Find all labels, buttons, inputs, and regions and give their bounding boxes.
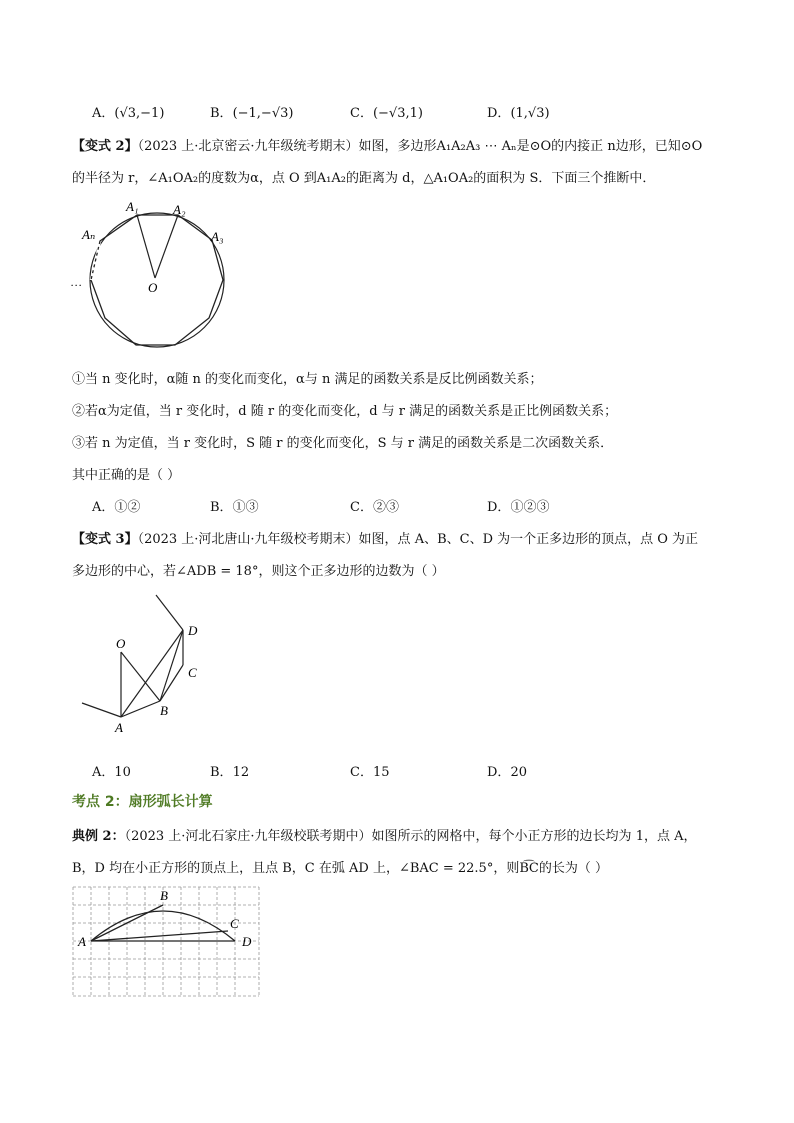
example-label-a: A: [78, 934, 86, 949]
v3-label-a: A: [115, 720, 123, 735]
v3-edge-top: [156, 595, 183, 630]
v2-item-2: ②若α为定值，当 r 变化时，d 随 r 的变化而变化，d 与 r 满足的函数关系是正比例函数关系；: [72, 404, 618, 419]
v3-option-c: C．15: [350, 765, 390, 780]
segment-ac: [91, 931, 228, 941]
v3-edge-bc: [160, 665, 183, 701]
example-label-d: D: [242, 934, 252, 949]
v3-option-d: D．20: [487, 765, 527, 780]
v3-label-b: B: [160, 703, 168, 718]
v2-line2: 的半径为 r，∠A₁OA₂的度数为α，点 O 到A₁A₂的距离为 d，△A₁OA₂的面积为 S．下面三个推断中．: [72, 171, 656, 186]
v2-question: 其中正确的是（ ）: [72, 468, 181, 483]
v2-radius-a2: [155, 215, 178, 278]
example-line1: 典例 2：（2023 上·河北石家庄·九年级校联考期中）如图所示的网格中，每个小正方形的边长均为 1，点 A，: [72, 829, 697, 844]
q1-option-d: D．(1,√3): [487, 106, 550, 121]
v3-line2: 多边形的中心，若∠ADB = 18°，则这个正多边形的边数为（ ）: [72, 564, 445, 579]
arc-ad: [91, 911, 235, 941]
v2-polygon-figure: [70, 195, 240, 355]
v2-tag: 【变式 2】: [72, 139, 138, 154]
section-title: 考点 2：扇形弧长计算: [72, 794, 213, 810]
v3-segment-bd: [160, 630, 183, 701]
v2-option-a: A．①②: [92, 500, 141, 515]
v3-option-a: A．10: [92, 765, 131, 780]
v2-label-a3: A₃: [211, 229, 224, 244]
v2-label-a1: A₁: [126, 199, 139, 214]
v2-option-c: C．②③: [350, 500, 399, 515]
v3-tag: 【变式 3】: [72, 532, 138, 547]
q1-option-a: A．(√3,−1): [92, 106, 165, 121]
v2-item-1: ①当 n 变化时，α随 n 的变化而变化，α与 n 满足的函数关系是反比例函数关系；: [72, 372, 543, 387]
v2-option-b: B．①③: [210, 500, 259, 515]
v3-line1: 【变式 3】（2023 上·河北唐山·九年级校考期末）如图，点 A、B、C、D 为一个正多边形的顶点，点 O 为正: [72, 532, 699, 547]
v2-line1: 【变式 2】（2023 上·北京密云·九年级统考期末）如图，多边形A₁A₂A₃ ⋯ Aₙ是⊙O的内接正 n边形，已知⊙O: [72, 139, 703, 154]
example-grid-figure: [70, 884, 265, 1002]
example-label-c: C: [230, 916, 239, 931]
v2-label-o: O: [148, 280, 158, 295]
segment-ab: [91, 905, 163, 941]
example-line2: B，D 均在小正方形的顶点上，且点 B，C 在弧 AD 上，∠BAC = 22.5°，则B͡C的长为（ ）: [72, 861, 608, 876]
v2-label-an: Aₙ: [82, 227, 96, 242]
example-tag: 典例 2：: [72, 829, 125, 844]
v3-edge-left: [82, 703, 121, 717]
v3-option-b: B．12: [210, 765, 250, 780]
v2-label-dots: …: [71, 275, 82, 289]
q1-option-c: C．(−√3,1): [350, 106, 423, 121]
q1-option-b: B．(−1,−√3): [210, 106, 294, 121]
v3-label-d: D: [188, 623, 198, 638]
v2-option-d: D．①②③: [487, 500, 550, 515]
v3-polygon-figure: [78, 590, 218, 740]
v2-radius-a1: [137, 215, 155, 278]
v3-label-o: O: [116, 636, 126, 651]
v3-label-c: C: [188, 665, 197, 680]
v2-label-a2: A₂: [173, 202, 186, 217]
v3-segment-ob: [121, 652, 160, 701]
example-label-b: B: [160, 888, 168, 903]
v2-item-3: ③若 n 为定值，当 r 变化时，S 随 r 的变化而变化，S 与 r 满足的函数关系是二次函数关系．: [72, 436, 614, 451]
